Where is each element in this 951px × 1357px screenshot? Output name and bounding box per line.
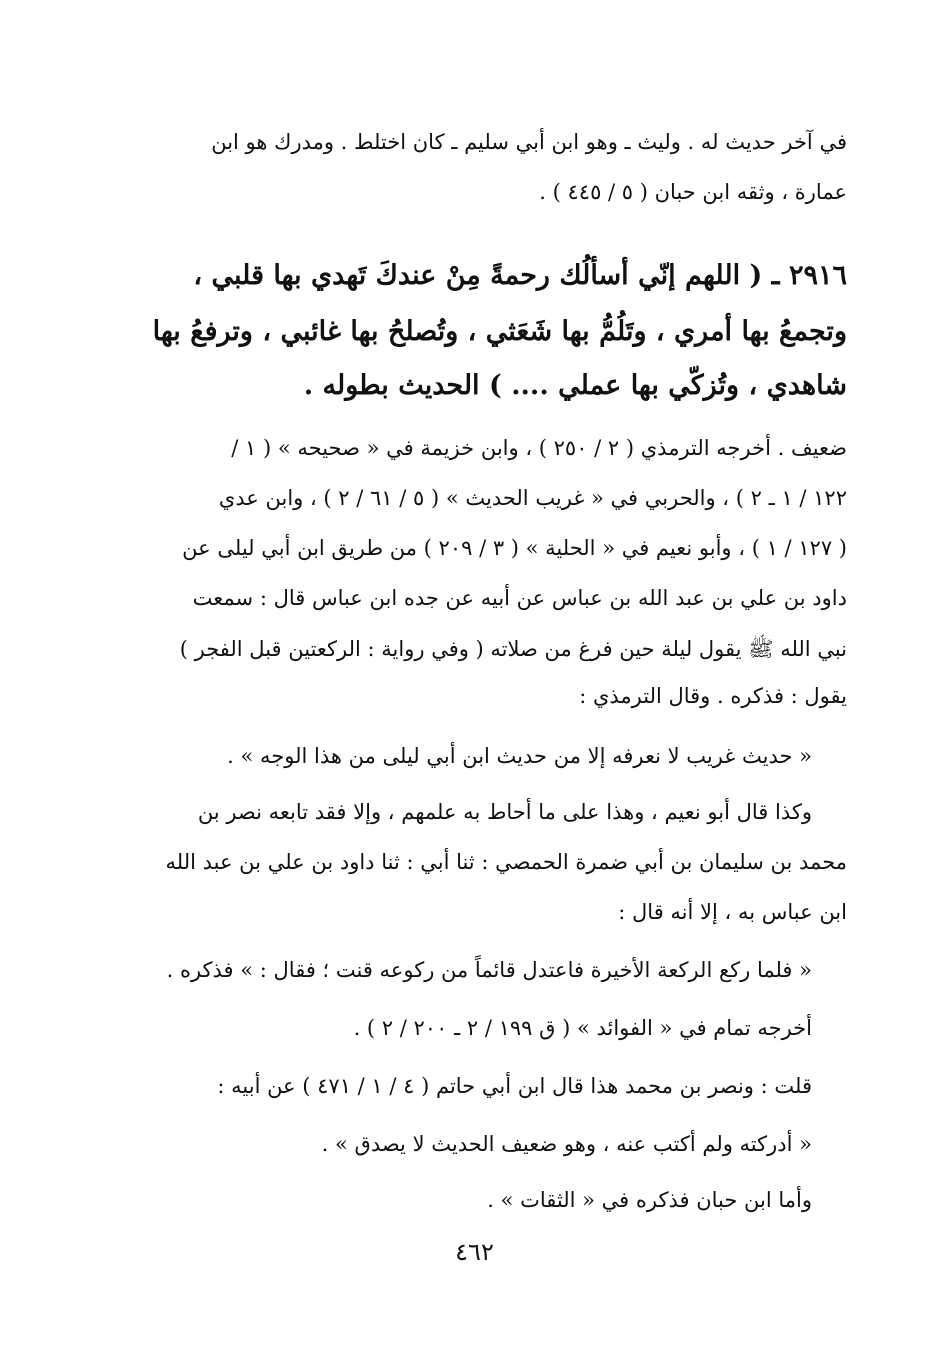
quote-qunut: « فلما ركع الركعة الأخيرة فاعتدل قائماً من ركوعه قنت ؛ فقال : » فذكره . [166, 958, 812, 982]
commentary-line-5: نبي الله ﷺ يقول ليلة حين فرغ من صلاته ( وفي رواية : الركعتين قبل الفجر ) [179, 637, 847, 661]
quote-abi-hatim: « أدركته ولم أكتب عنه ، وهو ضعيف الحديث لا يصدق » . [321, 1132, 812, 1156]
intro-line-1: في آخر حديث له . وليث ـ وهو ابن أبي سليم ـ كان اختلط . ومدرك هو ابن [211, 130, 847, 154]
page-number: ٤٦٢ [455, 1238, 494, 1266]
takhrij-line: أخرجه تمام في « الفوائد » ( ق ١٩٩ / ٢ ـ ٢٠٠ / ٢ ) . [353, 1016, 812, 1040]
quote-tirmidhi: « حديث غريب لا نعرفه إلا من حديث ابن أبي ليلى من هذا الوجه » . [227, 744, 812, 768]
hadith-line-1: ٢٩١٦ ـ ( اللهم إنّي أسألُك رحمةً مِنْ عندكَ تَهدي بها قلبي ، [193, 260, 847, 291]
paragraph2-line-3: ابن عباس به ، إلا أنه قال : [618, 900, 847, 924]
intro-line-2: عمارة ، وثقه ابن حبان ( ٥ / ٤٤٥ ) . [539, 180, 847, 204]
hadith-line-3: شاهدي ، وتُزكّي بها عملي .... ) الحديث بطوله . [303, 370, 847, 401]
paragraph2-line-1: وكذا قال أبو نعيم ، وهذا على ما أحاط به علمهم ، وإلا فقد تابعه نصر بن [197, 800, 812, 824]
qultu-line: قلت : ونصر بن محمد هذا قال ابن أبي حاتم ( ٤ / ١ / ٤٧١ ) عن أبيه : [217, 1074, 812, 1098]
paragraph2-line-2: محمد بن سليمان بن أبي ضمرة الحمصي : ثنا أبي : ثنا داود بن علي بن عبد الله [165, 850, 847, 874]
commentary-line-2: ١٢٢ / ١ ـ ٢ ) ، والحربي في « غريب الحديث » ( ٥ / ٦١ / ٢ ) ، وابن عدي [218, 486, 847, 510]
commentary-line-3: ( ١٢٧ / ١ ) ، وأبو نعيم في « الحلية » ( ٣ / ٢٠٩ ) من طريق ابن أبي ليلى عن [182, 536, 847, 560]
commentary-line-4: داود بن علي بن عبد الله بن عباس عن أبيه عن جده ابن عباس قال : سمعت [192, 586, 847, 610]
hadith-line-2: وتجمعُ بها أمري ، وتَلُمُّ بها شَعَثي ، وتُصلحُ بها غائبي ، وترفعُ بها [152, 316, 847, 347]
book-page [102, 0, 847, 1357]
commentary-line-1: ضعيف . أخرجه الترمذي ( ٢ / ٢٥٠ ) ، وابن خزيمة في « صحيحه » ( ١ / [231, 436, 847, 460]
commentary-line-6: يقول : فذكره . وقال الترمذي : [579, 684, 847, 708]
ibn-hibban-line: وأما ابن حبان فذكره في « الثقات » . [487, 1188, 812, 1212]
